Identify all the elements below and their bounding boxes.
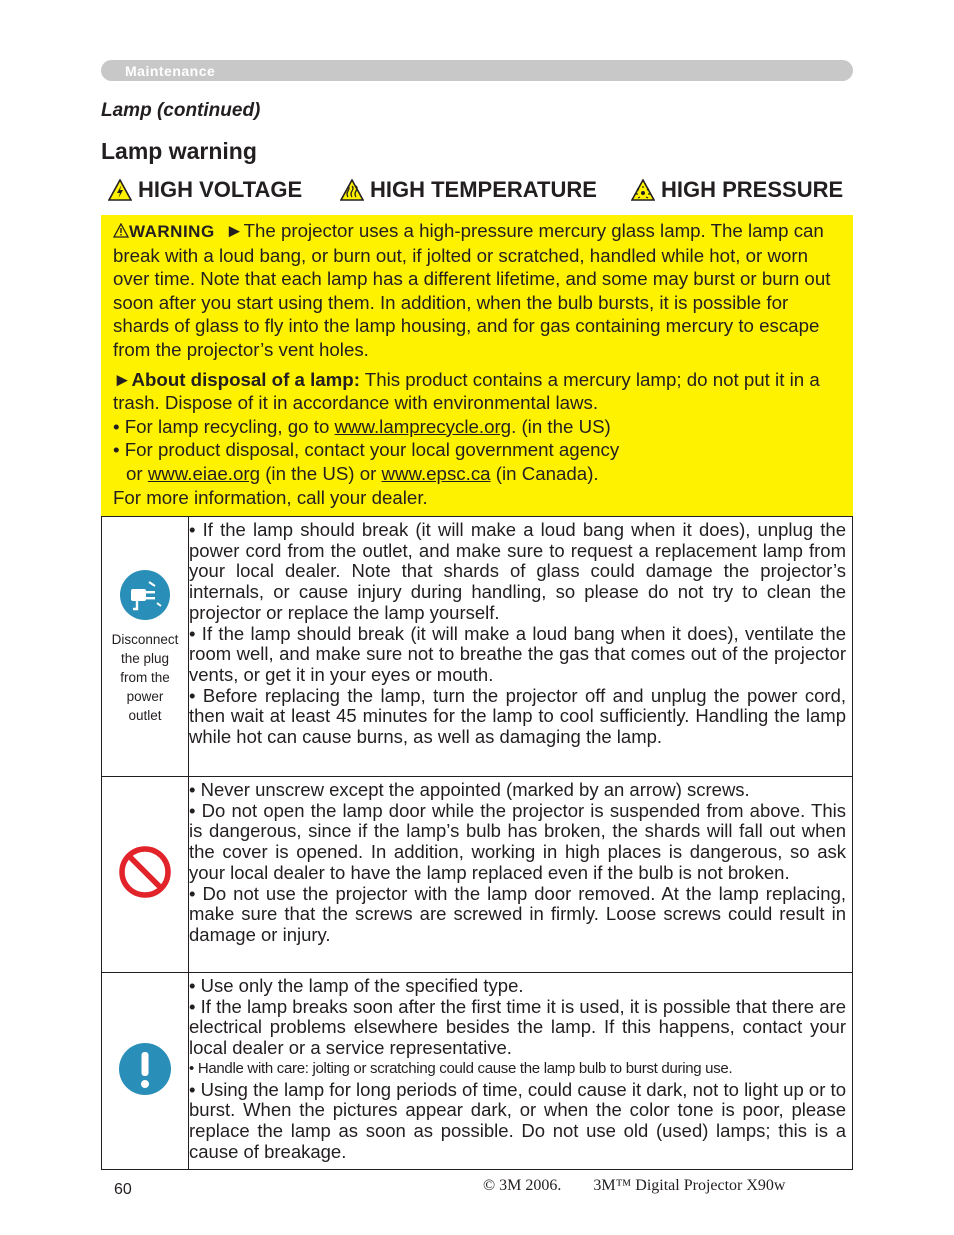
disposal-heading: About disposal of a lamp: (131, 368, 360, 390)
disposal-paragraph (113, 368, 841, 510)
caption-line: Disconnect (111, 631, 179, 647)
text-cell (189, 517, 853, 777)
precaution-item: • Handle with care: jolting or scratching could cause the lamp bulb to burst during use. (189, 1059, 733, 1077)
warning-box (101, 215, 853, 516)
precaution-row-mandatory (102, 973, 853, 1170)
explosion-warning-icon (631, 179, 655, 201)
hazard-label: HIGH PRESSURE (661, 177, 844, 202)
precaution-item: • Do not open the lamp door while the projector is suspended from above. This is dangerous, since if the lamp’s bulb has broken, the shards will fall out when the cover is opened. In addition, working in high places is dangerous, so ask your local dealer to have the lamp replaced even if the bulb is not broken. (189, 799, 846, 883)
caption-line: from the (120, 669, 170, 685)
exclamation-icon (118, 1042, 172, 1096)
text-cell (189, 777, 853, 973)
caption-line: the plug (120, 650, 170, 666)
page-subtitle: Lamp (continued) (101, 100, 261, 121)
icon-cell (102, 517, 189, 777)
unplug-icon (119, 569, 171, 621)
hazard-labels (108, 177, 856, 207)
disposal-text: This product contains a mercury lamp; do not put it in a trash. Dispose of it in accordance with environmental laws. (113, 368, 820, 414)
hazard-high-voltage (108, 177, 302, 203)
unplug-caption (103, 630, 187, 725)
precaution-item: • If the lamp breaks soon after the first time it is used, it is possible that there are electrical problems elsewhere besides the lamp. If this happens, contact your local dealer or a service representative. (189, 995, 846, 1059)
precaution-item: • If the lamp should break (it will make a loud bang when it does), ventilate the room well, and make sure not to breathe the gas that comes out of the projector vents, or get it in your eyes or mouth. (189, 622, 846, 685)
prohibited-icon (118, 845, 172, 899)
warning-paragraph (113, 219, 841, 362)
hazard-label: HIGH TEMPERATURE (370, 177, 597, 202)
precaution-item: • Never unscrew except the appointed (marked by an arrow) screws. (189, 779, 750, 800)
precaution-item: • Do not use the projector with the lamp door removed. At the lamp replacing, make sure that the screws are screwed in firmly. Loose screws could result in damage or injury. (189, 882, 846, 945)
lamprecycle-link[interactable]: www.lamprecycle.org (334, 415, 512, 437)
product-mid: (in the US) or (260, 462, 382, 484)
warning-triangle-icon (113, 223, 129, 238)
warning-arrow: ► (225, 220, 244, 241)
warning-label: WARNING (129, 222, 215, 241)
recycle-post: . (in the US) (511, 415, 611, 437)
warning-text: The projector uses a high-pressure mercury glass lamp. The lamp can break with a loud bang, or burn out, if jolted or scratched, handled while hot, or worn over time. Note that each lamp has a different lifetime, and some may burst or burn out soon after you start using them. In addition, when the bulb bursts, it is possible for shards of glass to fly into the lamp housing, and for gas containing mercury to escape from the projector’s vent holes. (113, 220, 831, 360)
eiae-link[interactable]: www.eiae.org (147, 462, 260, 484)
icon-cell (102, 777, 189, 973)
copyright-footer: © 3M 2006. 3M™ Digital Projector X90w (483, 1177, 786, 1194)
page-number: 60 (114, 1181, 132, 1198)
section-header-bar (101, 60, 853, 81)
precaution-row-prohibited (102, 777, 853, 973)
product-disposal-line: • For product disposal, contact your local government agency (113, 439, 620, 461)
hazard-high-temperature (340, 177, 597, 203)
epsc-link[interactable]: www.epsc.ca (381, 462, 491, 484)
hazard-label: HIGH VOLTAGE (138, 177, 303, 202)
precaution-item: • Before replacing the lamp, turn the projector off and unplug the power cord, then wait at least 45 minutes for the lamp to cool sufficiently. Handling the lamp while hot can cause burns, as well as damaging the lamp. (189, 684, 846, 748)
precaution-table (101, 516, 853, 1170)
text-cell (189, 973, 853, 1170)
precaution-item: • If the lamp should break (it will make a loud bang when it does), unplug the power cord from the outlet, and make sure to request a replacement lamp from your local dealer. Note that shards of glass could damage the projector’s internals, or cause injury during handling, so please do not try to clean the projector or replace the lamp yourself. (189, 519, 846, 623)
icon-cell (102, 973, 189, 1170)
precaution-item: • Use only the lamp of the specified type. (189, 975, 524, 996)
disposal-arrow: ► (113, 368, 132, 390)
hazard-high-pressure (631, 177, 843, 203)
section-name: Maintenance (125, 63, 216, 79)
more-info-line: For more information, call your dealer. (113, 486, 428, 508)
heat-warning-icon (340, 179, 364, 201)
caption-line: power (126, 688, 164, 704)
caption-line: outlet (128, 707, 162, 723)
precaution-item: • Using the lamp for long periods of time, could cause it dark, not to light up or to burst. When the pictures appear dark, or when the color tone is poor, please replace the lamp as soon as possible. Do not use old (used) lamps; this is a cause of breakage. (189, 1078, 846, 1162)
product-post: (in Canada). (490, 462, 599, 484)
recycle-pre: • For lamp recycling, go to (113, 415, 335, 437)
product-or: or (126, 462, 148, 484)
page-title: Lamp warning (101, 138, 257, 164)
precaution-row-unplug (102, 517, 853, 777)
lightning-warning-icon (108, 179, 132, 201)
